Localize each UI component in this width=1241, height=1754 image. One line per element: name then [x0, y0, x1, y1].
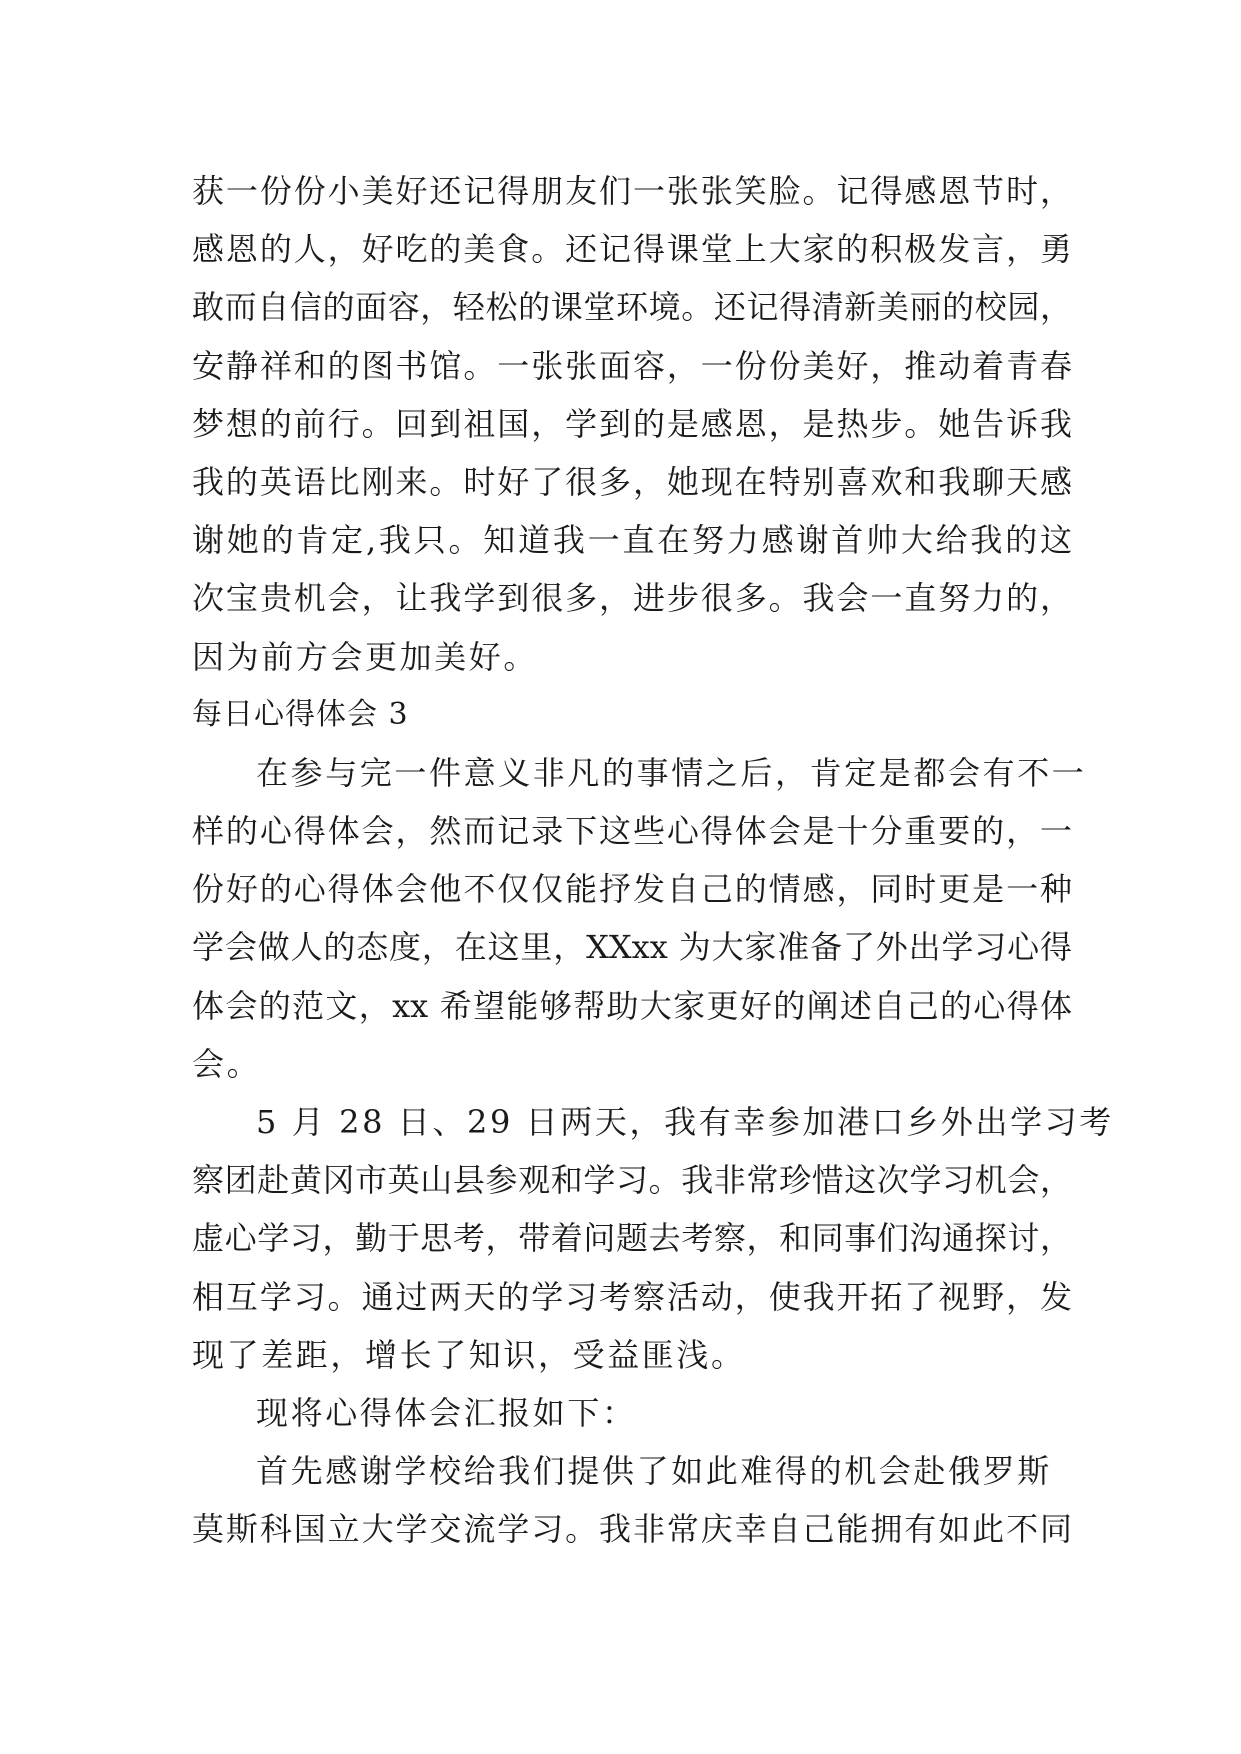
text-line: 梦想的前行。回到祖国，学到的是感恩，是热步。她告诉我 [192, 404, 1072, 443]
text-line: 次宝贵机会，让我学到很多，进步很多。我会一直努力的， [192, 579, 1072, 618]
text-line: 现将心得体会汇报如下： [256, 1393, 637, 1432]
text-line: 感恩的人，好吃的美食。还记得课堂上大家的积极发言，勇 [192, 230, 1072, 269]
text-line: 相互学习。通过两天的学习考察活动，使我开拓了视野，发 [192, 1277, 1072, 1316]
text-line: 谢她的肯定,我只。知道我一直在努力感谢首帅大给我的这 [192, 521, 1072, 560]
text-line: 体会的范文，xx 希望能够帮助大家更好的阐述自己的心得体 [192, 986, 1072, 1025]
text-line: 因为前方会更加美好。 [192, 637, 539, 676]
document-body [192, 162, 1114, 1559]
text-line: 虚心学习，勤于思考，带着问题去考察，和同事们沟通探讨， [192, 1219, 1072, 1258]
section-heading: 每日心得体会 3 [192, 696, 409, 732]
text-line: 会。 [192, 1044, 262, 1083]
text-line: 样的心得体会，然而记录下这些心得体会是十分重要的，一 [192, 812, 1072, 851]
text-line: 我的英语比刚来。时好了很多，她现在特别喜欢和我聊天感 [192, 462, 1072, 501]
text-line: 莫斯科国立大学交流学习。我非常庆幸自己能拥有如此不同 [192, 1510, 1072, 1549]
text-line: 安静祥和的图书馆。一张张面容，一份份美好，推动着青春 [192, 346, 1072, 385]
text-line: 5 月 28 日、29 日两天，我有幸参加港口乡外出学习考 [256, 1103, 1114, 1141]
text-line: 学会做人的态度，在这里，XXxx 为大家准备了外出学习心得 [192, 928, 1072, 967]
text-line: 在参与完一件意义非凡的事情之后，肯定是都会有不一 [256, 753, 1087, 792]
text-line: 获一份份小美好还记得朋友们一张张笑脸。记得感恩节时， [192, 172, 1072, 210]
text-line: 现了差距，增长了知识，受益匪浅。 [192, 1335, 746, 1374]
text-line: 敢而自信的面容，轻松的课堂环境。还记得清新美丽的校园， [192, 288, 1072, 327]
text-line: 察团赴黄冈市英山县参观和学习。我非常珍惜这次学习机会， [192, 1161, 1072, 1200]
text-line: 份好的心得体会他不仅仅能抒发自己的情感，同时更是一种 [192, 870, 1072, 909]
text-line: 首先感谢学校给我们提供了如此难得的机会赴俄罗斯 [256, 1452, 1052, 1491]
